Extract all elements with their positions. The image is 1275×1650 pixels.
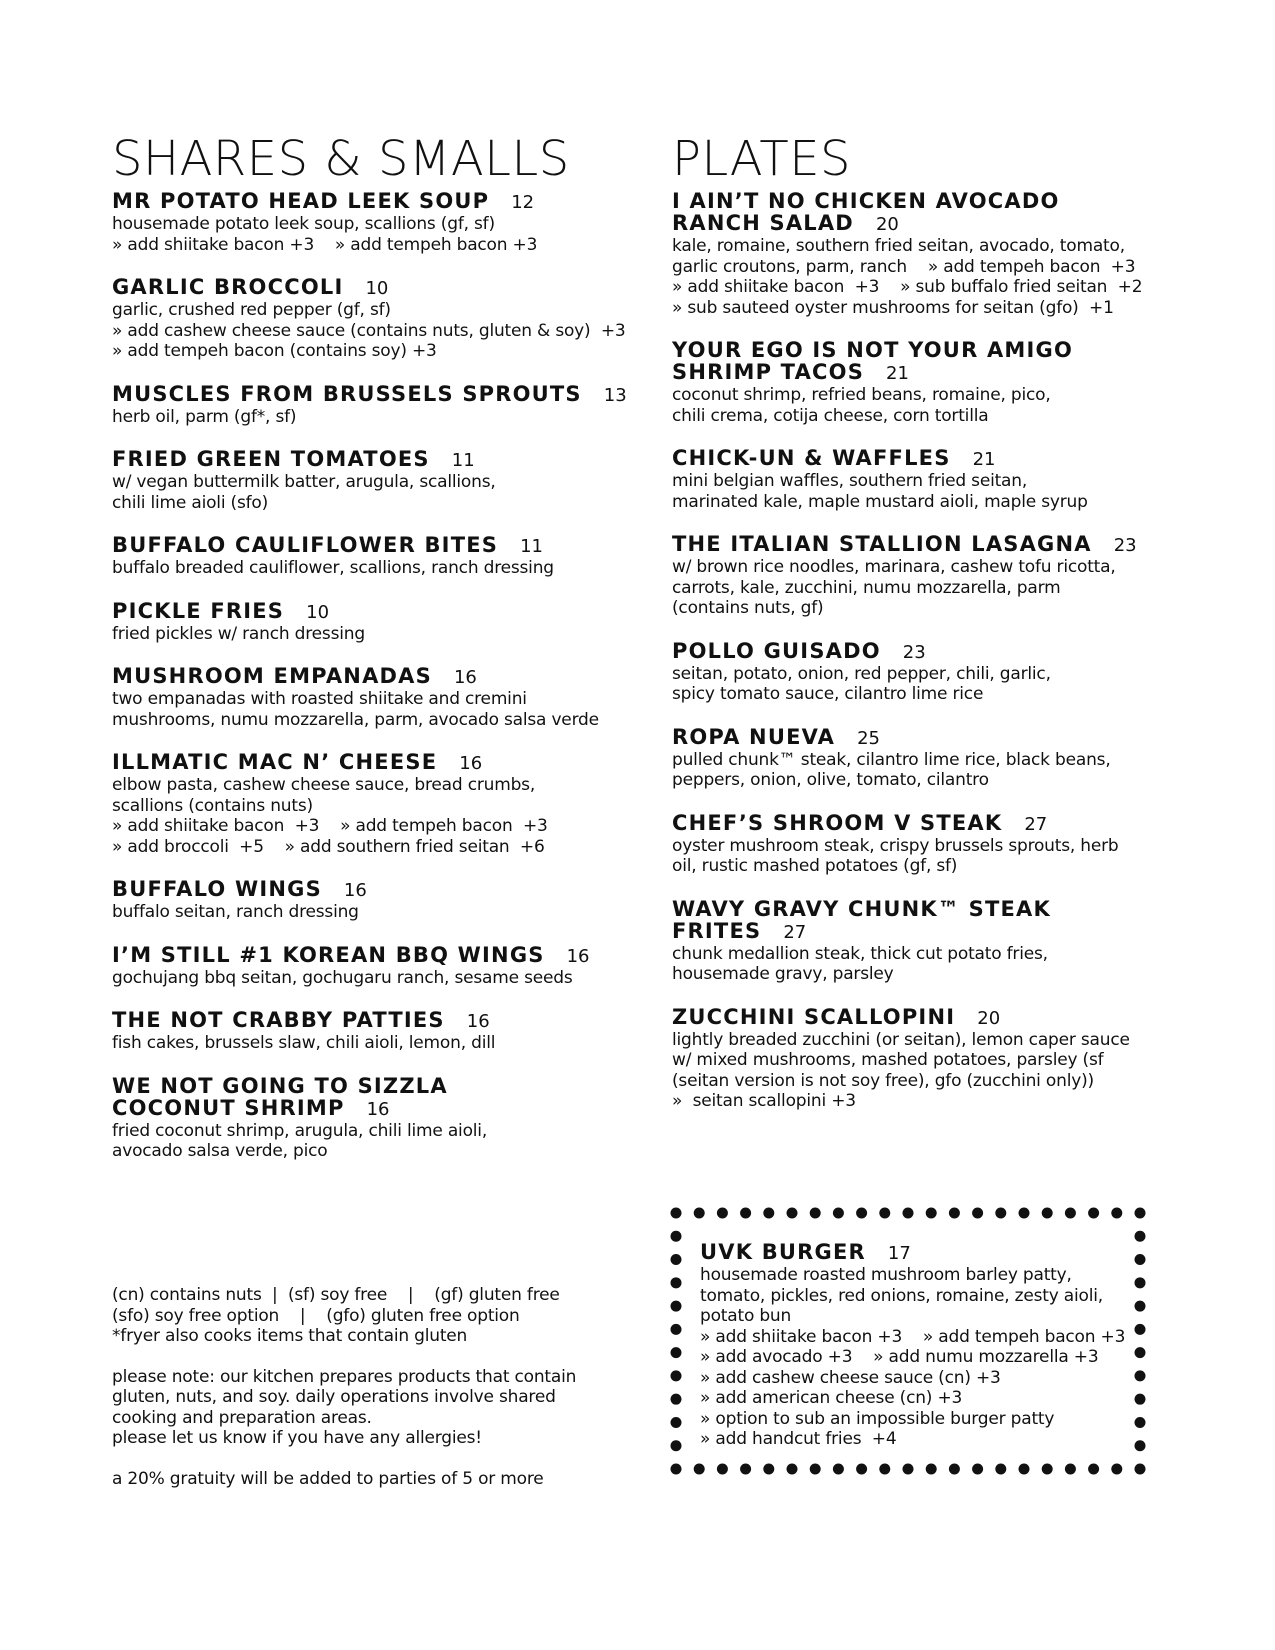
menu-item	[672, 190, 1172, 318]
menu-item-addon: » add cashew cheese sauce (cn) +3	[700, 1367, 1001, 1388]
menu-item-description: w/ mixed mushrooms, mashed potatoes, parsley (sf	[672, 1050, 1104, 1070]
menu-item-description: herb oil, parm (gf*, sf)	[112, 406, 297, 427]
burger-item	[700, 1241, 1140, 1450]
menu-item-price: 23	[1113, 535, 1137, 556]
menu-item-title: THE NOT CRABBY PATTIES	[112, 1008, 445, 1032]
menu-item-title: ROPA NUEVA	[672, 724, 836, 749]
border-dot	[856, 1208, 867, 1219]
border-dot	[740, 1208, 751, 1219]
border-dot	[717, 1464, 728, 1475]
border-dot	[671, 1464, 682, 1475]
menu-item-title: SHRIMP TACOS	[672, 360, 865, 384]
menu-item-name	[672, 726, 1172, 750]
menu-item-name	[112, 190, 632, 214]
border-dot	[972, 1208, 983, 1219]
border-dot	[671, 1370, 682, 1381]
text-line: potato bun	[700, 1306, 792, 1326]
menu-item-description: fried pickles w/ ranch dressing	[112, 623, 365, 644]
legend-notes	[112, 1285, 632, 1347]
menu-item-price: 12	[511, 192, 535, 213]
menu-item-name	[672, 339, 1172, 385]
menu-item-title: ILLMATIC MAC N’ CHEESE	[112, 750, 438, 774]
menu-item-addon: » add broccoli +5 » add southern fried seitan +6	[112, 836, 545, 857]
menu-item-price: 16	[566, 945, 590, 967]
text-line: (sfo) soy free option | (gfo) gluten free option	[112, 1305, 520, 1326]
menu-item	[112, 1075, 632, 1162]
menu-item-description: chili lime aioli (sfo)	[112, 492, 269, 513]
border-dot	[1019, 1208, 1030, 1219]
menu-item-name	[112, 665, 632, 689]
menu-item-title: FRIED GREEN TOMATOES	[112, 447, 430, 471]
border-dot	[1042, 1208, 1053, 1219]
menu-item-addon: » add handcut fries +4	[700, 1429, 897, 1449]
menu-item-description: coconut shrimp, refried beans, romaine, pico,	[672, 385, 1051, 405]
menu-item-description: carrots, kale, zucchini, numu mozzarella, parm	[672, 577, 1061, 598]
menu-item	[112, 944, 632, 989]
menu-item-title: CHICK-UN & WAFFLES	[672, 446, 951, 470]
border-dot	[1019, 1464, 1030, 1475]
dietary-notes	[112, 1285, 632, 1489]
menu-item-addon: » seitan scallopini +3	[672, 1091, 856, 1111]
border-dot	[1042, 1464, 1053, 1475]
menu-item-price: 11	[451, 450, 475, 471]
menu-item-description: (seitan version is not soy free), gfo (zucchini only))	[672, 1070, 1094, 1091]
menu-item	[112, 751, 632, 857]
border-dot	[995, 1464, 1006, 1475]
border-dot	[926, 1464, 937, 1475]
menu-item-description: seitan, potato, onion, red pepper, chili, garlic,	[672, 663, 1051, 684]
border-dot	[949, 1464, 960, 1475]
menu-item-description: spicy tomato sauce, cilantro lime rice	[672, 684, 984, 704]
border-dot	[1065, 1464, 1076, 1475]
menu-item-addon: » add cashew cheese sauce (contains nuts, gluten & soy) +3	[112, 320, 626, 341]
border-dot	[1088, 1464, 1099, 1475]
border-dot	[1088, 1208, 1099, 1219]
menu-item-title: YOUR EGO IS NOT YOUR AMIGO	[672, 338, 1073, 362]
menu-item-title: POLLO GUISADO	[672, 638, 881, 663]
menu-item-description: buffalo breaded cauliflower, scallions, ranch dressing	[112, 558, 554, 578]
menu-item-name	[112, 383, 632, 407]
border-dot	[671, 1394, 682, 1405]
menu-item-name	[112, 534, 632, 558]
menu-item	[672, 726, 1172, 791]
section-title-shares-smalls: SHARES & SMALLS	[112, 131, 570, 187]
menu-item-title: MUSHROOM EMPANADAS	[112, 664, 432, 688]
border-dot	[949, 1208, 960, 1219]
border-dot	[671, 1347, 682, 1358]
menu-item	[112, 448, 632, 513]
menu-item-price: 21	[972, 449, 996, 470]
border-dot	[787, 1464, 798, 1475]
border-dot	[717, 1208, 728, 1219]
menu-item-addon: » sub sauteed oyster mushrooms for seitan (gfo) +1	[672, 297, 1114, 318]
menu-item	[112, 878, 632, 923]
border-dot	[694, 1464, 705, 1475]
border-dot	[694, 1208, 705, 1219]
menu-item-name	[672, 190, 1172, 236]
menu-item-description: fried coconut shrimp, arugula, chili lime aioli,	[112, 1120, 488, 1141]
menu-item	[672, 533, 1172, 619]
menu-item-title: I AIN’T NO CHICKEN AVOCADO	[672, 189, 1060, 213]
border-dot	[856, 1464, 867, 1475]
text-line: please note: our kitchen prepares products that contain	[112, 1366, 577, 1387]
border-dot	[810, 1464, 821, 1475]
menu-item-addon: » add american cheese (cn) +3	[700, 1388, 963, 1408]
border-dot	[671, 1231, 682, 1242]
menu-item-title: THE ITALIAN STALLION LASAGNA	[672, 532, 1092, 556]
menu-item-description: pulled chunk™ steak, cilantro lime rice, black beans,	[672, 749, 1111, 770]
menu-item-description: gochujang bbq seitan, gochugaru ranch, sesame seeds	[112, 967, 573, 988]
menu-item-price: 16	[459, 753, 483, 774]
menu-item-description: chili crema, cotija cheese, corn tortilla	[672, 405, 989, 426]
menu-item-name	[112, 276, 632, 300]
menu-item-description: kale, romaine, southern fried seitan, avocado, tomato,	[672, 236, 1125, 256]
menu-item-price: 23	[902, 641, 926, 663]
menu-item-price: 11	[520, 536, 543, 557]
menu-item-description: scallions (contains nuts)	[112, 795, 313, 816]
gratuity-notice: a 20% gratuity will be added to parties of 5 or more	[112, 1468, 544, 1489]
menu-item-name	[672, 447, 1172, 471]
section-title-plates: PLATES	[672, 131, 852, 187]
menu-item	[112, 276, 632, 362]
menu-item-title: PICKLE FRIES	[112, 598, 285, 623]
menu-item-name	[112, 878, 632, 902]
menu-item-name	[112, 1075, 632, 1121]
text-line: (cn) contains nuts | (sf) soy free | (gf) gluten free	[112, 1285, 560, 1305]
menu-item-name	[672, 1006, 1172, 1030]
border-dot	[810, 1208, 821, 1219]
menu-item-addon: » add shiitake bacon +3 » add tempeh bacon +3	[112, 234, 538, 255]
burger-feature-box	[668, 1205, 1148, 1477]
menu-list	[112, 190, 632, 1162]
menu-item-description: w/ brown rice noodles, marinara, cashew tofu ricotta,	[672, 557, 1116, 577]
menu-item-name	[672, 898, 1172, 944]
menu-item-price: 25	[857, 727, 881, 749]
menu-item-name	[700, 1241, 1140, 1265]
menu-item-description: oil, rustic mashed potatoes (gf, sf)	[672, 856, 958, 876]
menu-item-price: 13	[603, 384, 627, 406]
menu-item-price: 20	[977, 1007, 1001, 1029]
menu-item-title: UVK BURGER	[700, 1240, 866, 1264]
border-dot	[833, 1208, 844, 1219]
border-dot	[1065, 1208, 1076, 1219]
menu-item-price: 20	[875, 214, 899, 235]
menu-item-description: garlic, crushed red pepper (gf, sf)	[112, 300, 391, 320]
menu-item-title: BUFFALO WINGS	[112, 877, 322, 901]
border-dot	[763, 1208, 774, 1219]
border-dot	[671, 1301, 682, 1312]
menu-item-description: mushrooms, numu mozzarella, parm, avocado salsa verde	[112, 709, 599, 730]
menu-item-description: two empanadas with roasted shiitake and cremini	[112, 689, 527, 709]
menu-item-description: peppers, onion, olive, tomato, cilantro	[672, 770, 989, 790]
border-dot	[1135, 1208, 1146, 1219]
menu-item-description: garlic croutons, parm, ranch » add tempeh bacon +3	[672, 256, 1136, 277]
text-line: *fryer also cooks items that contain gluten	[112, 1326, 468, 1346]
menu-item-price: 17	[887, 1243, 911, 1264]
plates-column	[672, 130, 1172, 1133]
border-dot	[1111, 1464, 1122, 1475]
menu-item	[112, 534, 632, 579]
menu-item-price: 27	[1024, 813, 1048, 835]
menu-item-description: w/ vegan buttermilk batter, arugula, scallions,	[112, 472, 496, 492]
menu-item	[112, 665, 632, 730]
menu-item	[672, 640, 1172, 705]
menu-item-title: I’M STILL #1 KOREAN BBQ WINGS	[112, 942, 545, 967]
menu-item-description: buffalo seitan, ranch dressing	[112, 902, 359, 922]
menu-item-title: RANCH SALAD	[672, 211, 854, 235]
menu-list	[672, 190, 1172, 1112]
shares-smalls-column	[112, 130, 632, 1183]
text-line: tomato, pickles, red onions, romaine, zesty aioli,	[700, 1285, 1103, 1306]
border-dot	[879, 1464, 890, 1475]
menu-item-title: GARLIC BROCCOLI	[112, 275, 344, 299]
menu-item-name	[672, 812, 1172, 836]
menu-item-addon: » add tempeh bacon (contains soy) +3	[112, 341, 437, 361]
menu-item	[672, 812, 1172, 877]
border-dot	[926, 1208, 937, 1219]
border-dot	[903, 1464, 914, 1475]
text-line: cooking and preparation areas.	[112, 1407, 372, 1428]
menu-item-addon: » add shiitake bacon +3 » sub buffalo fried seitan +2	[672, 277, 1143, 297]
menu-item-title: WAVY GRAVY CHUNK™ STEAK FRITES	[672, 896, 1051, 943]
menu-item-description	[700, 1265, 1140, 1450]
border-dot	[671, 1277, 682, 1288]
menu-item-name	[112, 448, 632, 472]
menu-item	[672, 339, 1172, 426]
border-dot	[879, 1208, 890, 1219]
menu-item-name	[112, 944, 632, 968]
menu-item-description: mini belgian waffles, southern fried seitan,	[672, 471, 1028, 491]
border-dot	[671, 1440, 682, 1451]
menu-item-description: elbow pasta, cashew cheese sauce, bread crumbs,	[112, 775, 536, 795]
menu-item-title: CHEF’S SHROOM V STEAK	[672, 810, 1003, 835]
menu-item-description: lightly breaded zucchini (or seitan), lemon caper sauce	[672, 1029, 1130, 1050]
menu-item-title: ZUCCHINI SCALLOPINI	[672, 1004, 956, 1029]
menu-item-description: (contains nuts, gf)	[672, 598, 824, 618]
menu-item-title: BUFFALO CAULIFLOWER BITES	[112, 533, 499, 557]
menu-item-title: COCONUT SHRIMP	[112, 1095, 345, 1120]
menu-item-description: avocado salsa verde, pico	[112, 1141, 328, 1161]
menu-item-description: fish cakes, brussels slaw, chili aioli, lemon, dill	[112, 1033, 496, 1053]
menu-item	[672, 447, 1172, 512]
menu-item-price: 21	[886, 363, 909, 384]
border-dot	[671, 1254, 682, 1265]
border-dot	[833, 1464, 844, 1475]
menu-item	[672, 1006, 1172, 1112]
menu-item-title: MR POTATO HEAD LEEK SOUP	[112, 189, 490, 213]
menu-item-name	[112, 1009, 632, 1033]
menu-item-title: MUSCLES FROM BRUSSELS SPROUTS	[112, 381, 582, 406]
menu-item-description: housemade potato leek soup, scallions (gf, sf)	[112, 214, 495, 234]
border-dot	[763, 1464, 774, 1475]
menu-item-name	[112, 600, 632, 624]
text-line: please let us know if you have any allergies!	[112, 1428, 482, 1448]
border-dot	[1111, 1208, 1122, 1219]
menu-item-description: housemade gravy, parsley	[672, 964, 894, 984]
menu-item-name	[672, 640, 1172, 664]
border-dot	[903, 1208, 914, 1219]
menu-item-price: 16	[366, 1098, 390, 1120]
menu-item-addon: » add shiitake bacon +3 » add tempeh bacon +3	[112, 816, 548, 836]
border-dot	[972, 1464, 983, 1475]
menu-item	[112, 1009, 632, 1054]
menu-item-name	[112, 751, 632, 775]
menu-item-addon: » add shiitake bacon +3 » add tempeh bacon +3	[700, 1326, 1126, 1347]
menu-item-addon: » add avocado +3 » add numu mozzarella +3	[700, 1347, 1099, 1367]
menu-item	[112, 190, 632, 255]
menu-item-title: WE NOT GOING TO SIZZLA	[112, 1073, 448, 1098]
menu-item	[672, 898, 1172, 985]
border-dot	[671, 1324, 682, 1335]
menu-item-price: 16	[343, 880, 367, 901]
text-line: gluten, nuts, and soy. daily operations involve shared	[112, 1387, 556, 1407]
menu-item-description: oyster mushroom steak, crispy brussels sprouts, herb	[672, 835, 1119, 856]
border-dot	[671, 1208, 682, 1219]
menu-item	[112, 383, 632, 428]
menu-item-name	[672, 533, 1172, 557]
menu-item-description: marinated kale, maple mustard aioli, maple syrup	[672, 491, 1088, 512]
allergy-notice	[112, 1367, 632, 1449]
border-dot	[995, 1208, 1006, 1219]
text-line: housemade roasted mushroom barley patty,	[700, 1265, 1072, 1285]
border-dot	[671, 1417, 682, 1428]
menu-item-price: 27	[783, 921, 807, 943]
menu-item-price: 10	[365, 278, 389, 299]
menu-item-addon: » option to sub an impossible burger patty	[700, 1408, 1055, 1429]
menu-item-description: chunk medallion steak, thick cut potato fries,	[672, 943, 1048, 964]
menu-item	[112, 600, 632, 645]
menu-item-price: 10	[306, 601, 330, 623]
menu-item-price: 16	[466, 1011, 490, 1032]
border-dot	[787, 1208, 798, 1219]
border-dot	[740, 1464, 751, 1475]
border-dot	[1135, 1464, 1146, 1475]
menu-item-price: 16	[453, 667, 477, 688]
